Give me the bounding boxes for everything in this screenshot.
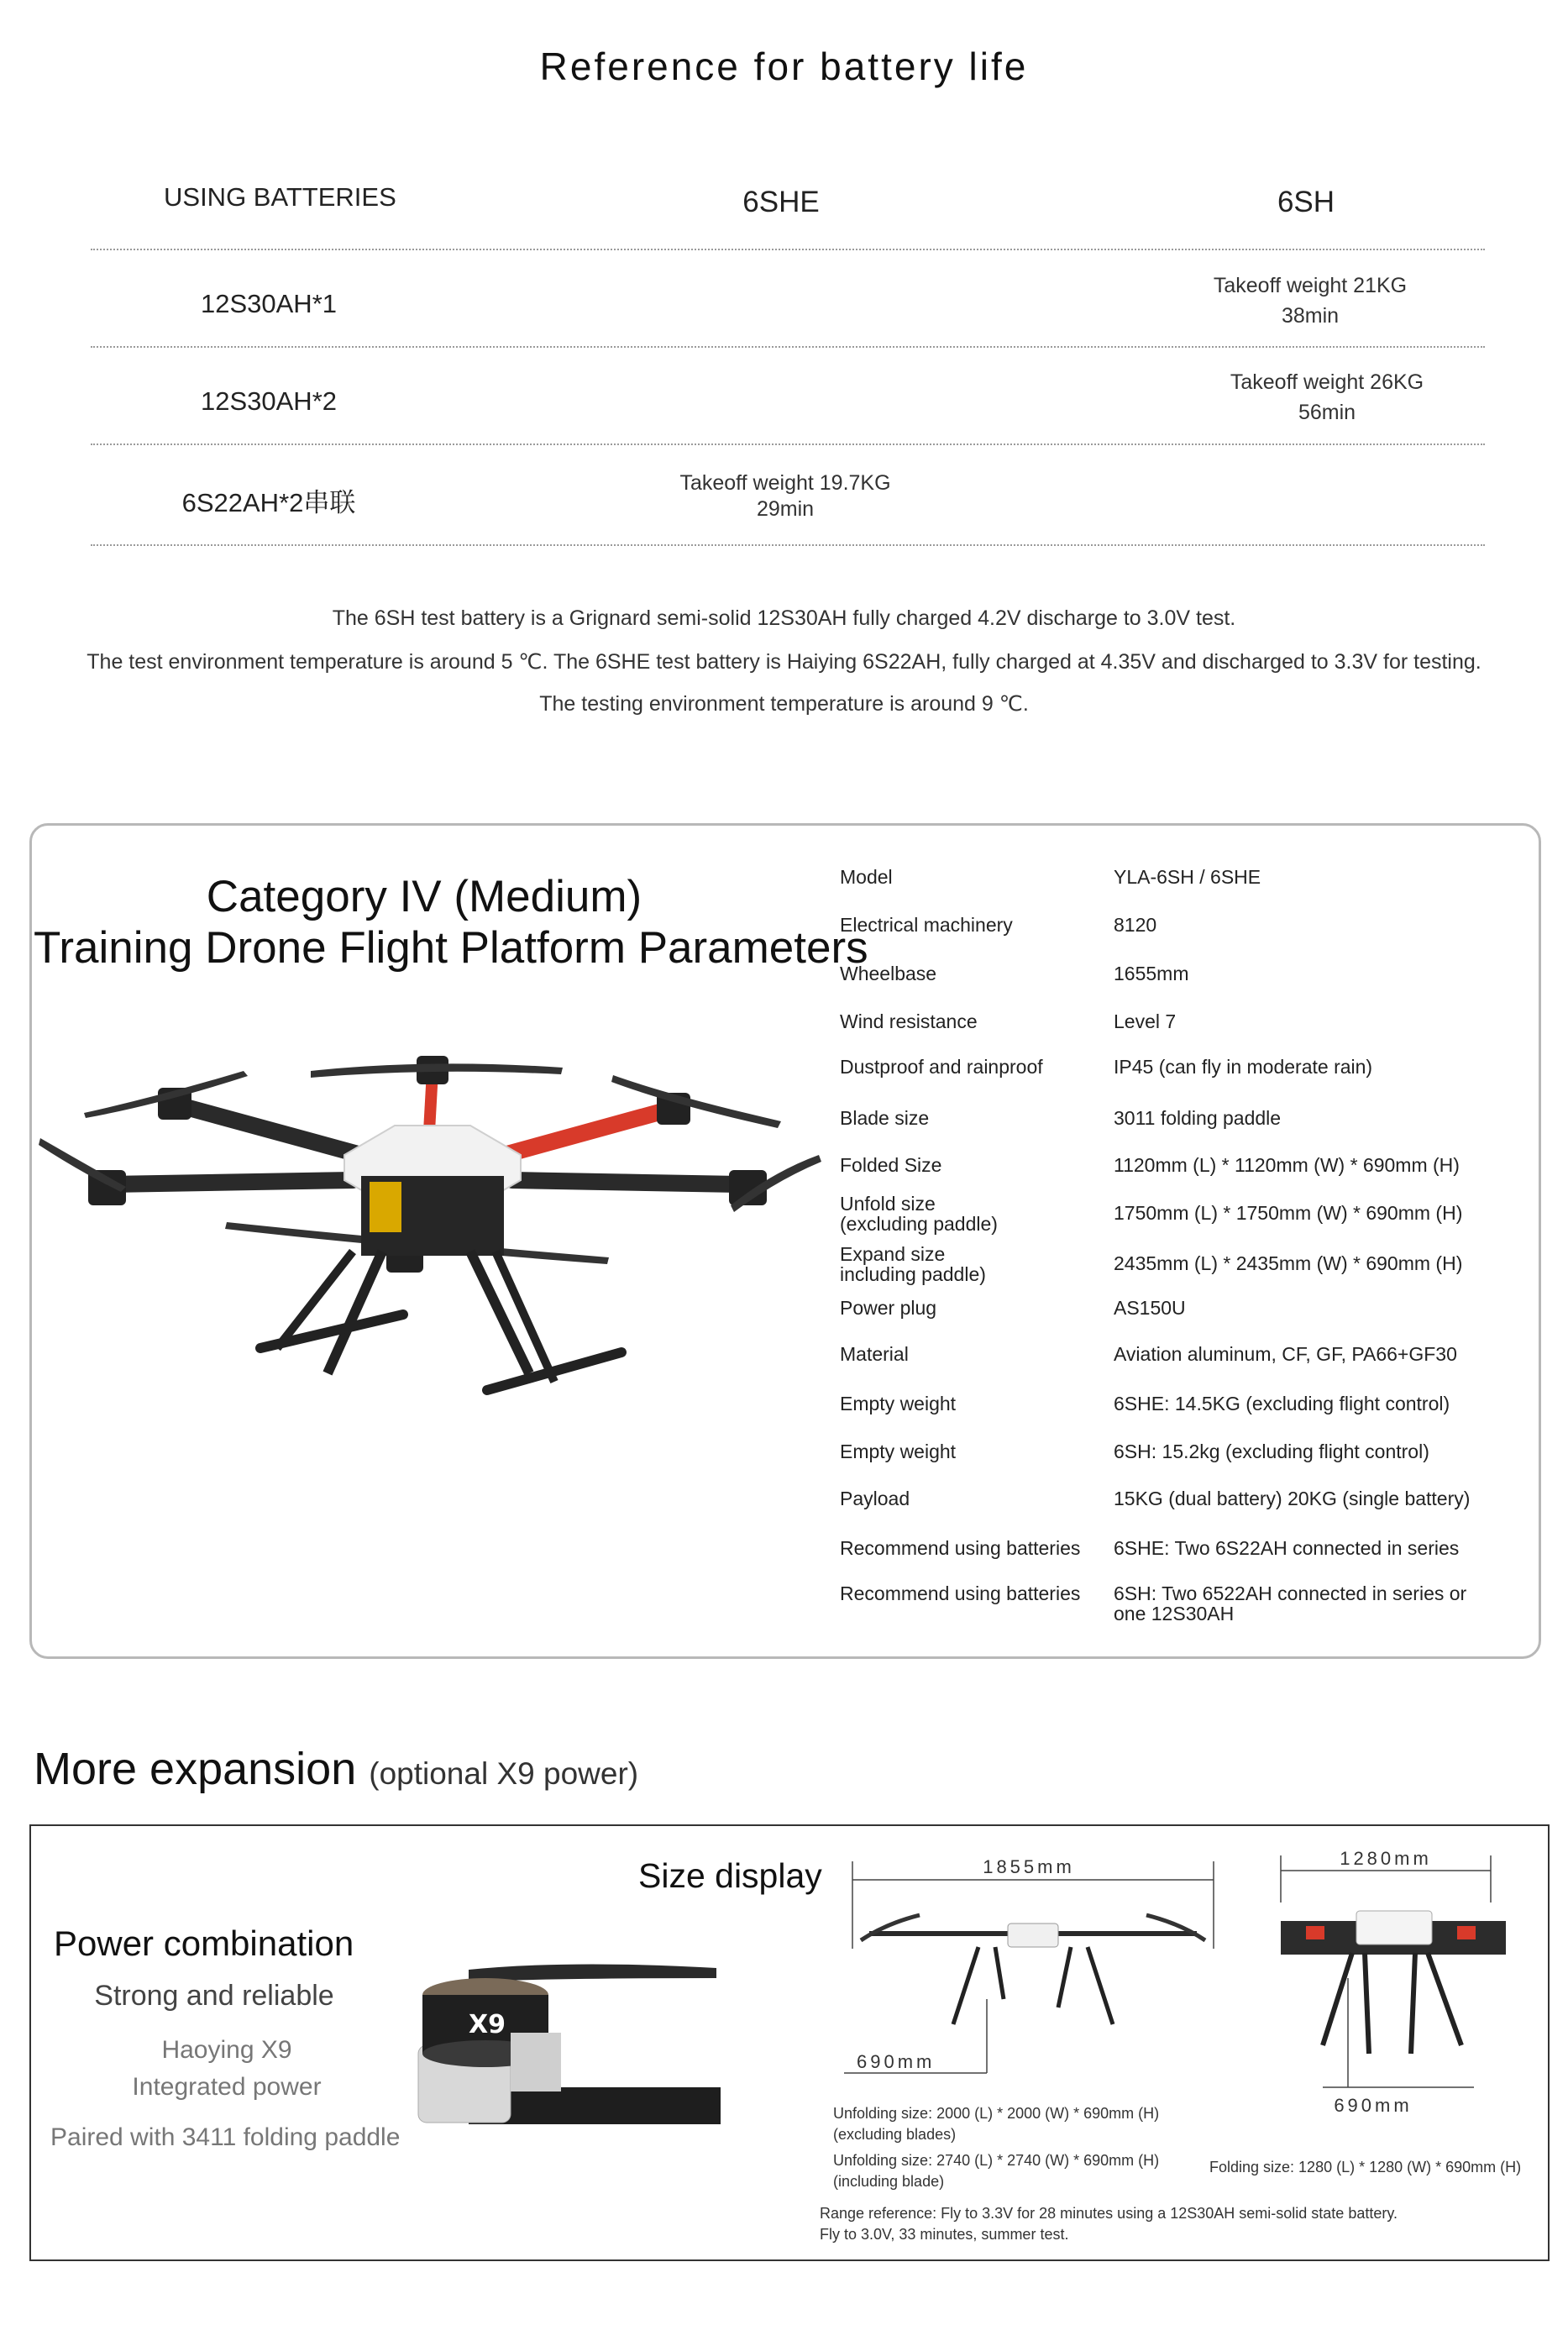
param-value: 1655mm (1114, 963, 1189, 984)
param-label: Wind resistance (840, 1010, 978, 1032)
param-label: Blade size (840, 1107, 930, 1129)
params-title-line2: Training Drone Flight Platform Parameters (34, 923, 868, 973)
param-label: Expand size including paddle) (840, 1243, 986, 1285)
param-label: Empty weight (840, 1393, 957, 1414)
param-value: 8120 (1114, 914, 1157, 936)
size-display-title: Size display (638, 1856, 822, 1895)
unfold-note: Unfolding size: 2000 (L) * 2000 (W) * 690mm (H) (excluding blades) (833, 2105, 1160, 2143)
param-value: 6SHE: Two 6S22AH connected in series (1114, 1537, 1460, 1559)
param-label: Folded Size (840, 1154, 942, 1176)
param-value: Level 7 (1114, 1010, 1177, 1032)
param-value: 2435mm (L) * 2435mm (W) * 690mm (H) (1114, 1252, 1463, 1274)
param-value: Aviation aluminum, CF, GF, PA66+GF30 (1114, 1343, 1457, 1365)
param-label: Wheelbase (840, 963, 937, 984)
row-cell-6sh: Takeoff weight 26KG 56min (1230, 370, 1424, 424)
param-value: YLA-6SH / 6SHE (1114, 866, 1261, 888)
hexacopter-drone-image (34, 1037, 823, 1424)
more-expansion-title (34, 1743, 638, 1795)
param-label: Recommend using batteries (840, 1537, 1081, 1559)
fold-note: Folding size: 1280 (L) * 1280 (W) * 690mm (H) (1209, 2159, 1522, 2175)
param-label: Electrical machinery (840, 914, 1013, 936)
param-value: 6SH: Two 6522AH connected in series or one 12S30AH (1114, 1582, 1467, 1624)
param-label: Material (840, 1343, 909, 1365)
note-line: The 6SH test battery is a Grignard semi-solid 12S30AH fully charged 4.2V discharge to 3.0V test. (332, 606, 1236, 630)
param-label: Model (840, 866, 893, 888)
power-combination-title: Power combination (54, 1924, 354, 1963)
divider (91, 544, 1485, 546)
param-label: Recommend using batteries (840, 1582, 1081, 1604)
motor-logo: X9 (469, 2010, 506, 2039)
divider (91, 249, 1485, 250)
more-expansion-subtitle: (optional X9 power) (369, 1756, 639, 1791)
param-value: 6SHE: 14.5KG (excluding flight control) (1114, 1393, 1450, 1414)
params-title-line1: Category IV (Medium) (206, 872, 642, 921)
param-value: 15KG (dual battery) 20KG (single battery) (1114, 1488, 1471, 1509)
divider (91, 346, 1485, 348)
param-label: Unfold size (excluding paddle) (840, 1193, 998, 1235)
power-line: Paired with 3411 folding paddle (50, 2123, 401, 2151)
unfolded-size-diagram (844, 1856, 1222, 2083)
row-cell-6sh: Takeoff weight 21KG 38min (1213, 274, 1408, 328)
power-line: Haoying X9 (161, 2036, 292, 2064)
param-label: Payload (840, 1488, 910, 1509)
param-label: Power plug (840, 1297, 937, 1319)
param-label: Dustproof and rainproof (840, 1056, 1043, 1078)
param-value: IP45 (can fly in moderate rain) (1114, 1056, 1373, 1078)
range-note: Range reference: Fly to 3.3V for 28 minutes using a 12S30AH semi-solid state battery. (820, 2205, 1398, 2222)
param-value: 1120mm (L) * 1120mm (W) * 690mm (H) (1114, 1154, 1460, 1176)
header-using-batteries: USING BATTERIES (164, 182, 396, 212)
param-value: AS150U (1114, 1297, 1186, 1319)
row-label: 6S22AH*2串联 (181, 488, 356, 517)
folded-width-label: 1280mm (1340, 1848, 1432, 1869)
header-6sh: 6SH (1277, 186, 1335, 218)
battery-life-title: Reference for battery life (539, 45, 1029, 88)
param-value: 1750mm (L) * 1750mm (W) * 690mm (H) (1114, 1202, 1463, 1224)
folded-size-diagram (1272, 1852, 1524, 2096)
x9-motor-image (401, 1944, 729, 2129)
row-cell-6she: Takeoff weight 19.7KG 29min (679, 471, 891, 521)
unfolded-width-label: 1855mm (983, 1856, 1075, 1877)
param-value: 6SH: 15.2kg (excluding flight control) (1114, 1441, 1429, 1462)
note-line: The testing environment temperature is around 9 ℃. (539, 692, 1029, 716)
row-label: 12S30AH*1 (200, 289, 337, 318)
power-line: Integrated power (132, 2073, 322, 2101)
note-line: The test environment temperature is around 5 ℃. The 6SHE test battery is Haiying 6S22AH, fully charged at 4.35V and discharged to 3.3V for testing. (87, 650, 1481, 674)
divider (91, 443, 1485, 445)
unfold-note: Unfolding size: 2740 (L) * 2740 (W) * 690mm (H) (including blade) (833, 2152, 1160, 2190)
folded-height-label: 690mm (1334, 2095, 1413, 2116)
row-label: 12S30AH*2 (200, 386, 337, 416)
param-value: 3011 folding paddle (1114, 1107, 1282, 1129)
header-6she: 6SHE (742, 186, 820, 218)
more-expansion-heading: More expansion (34, 1744, 357, 1794)
range-note: Fly to 3.0V, 33 minutes, summer test. (820, 2226, 1069, 2243)
power-subtitle: Strong and reliable (94, 1980, 334, 2012)
param-label: Empty weight (840, 1441, 957, 1462)
unfolded-height-label: 690mm (857, 2051, 936, 2072)
